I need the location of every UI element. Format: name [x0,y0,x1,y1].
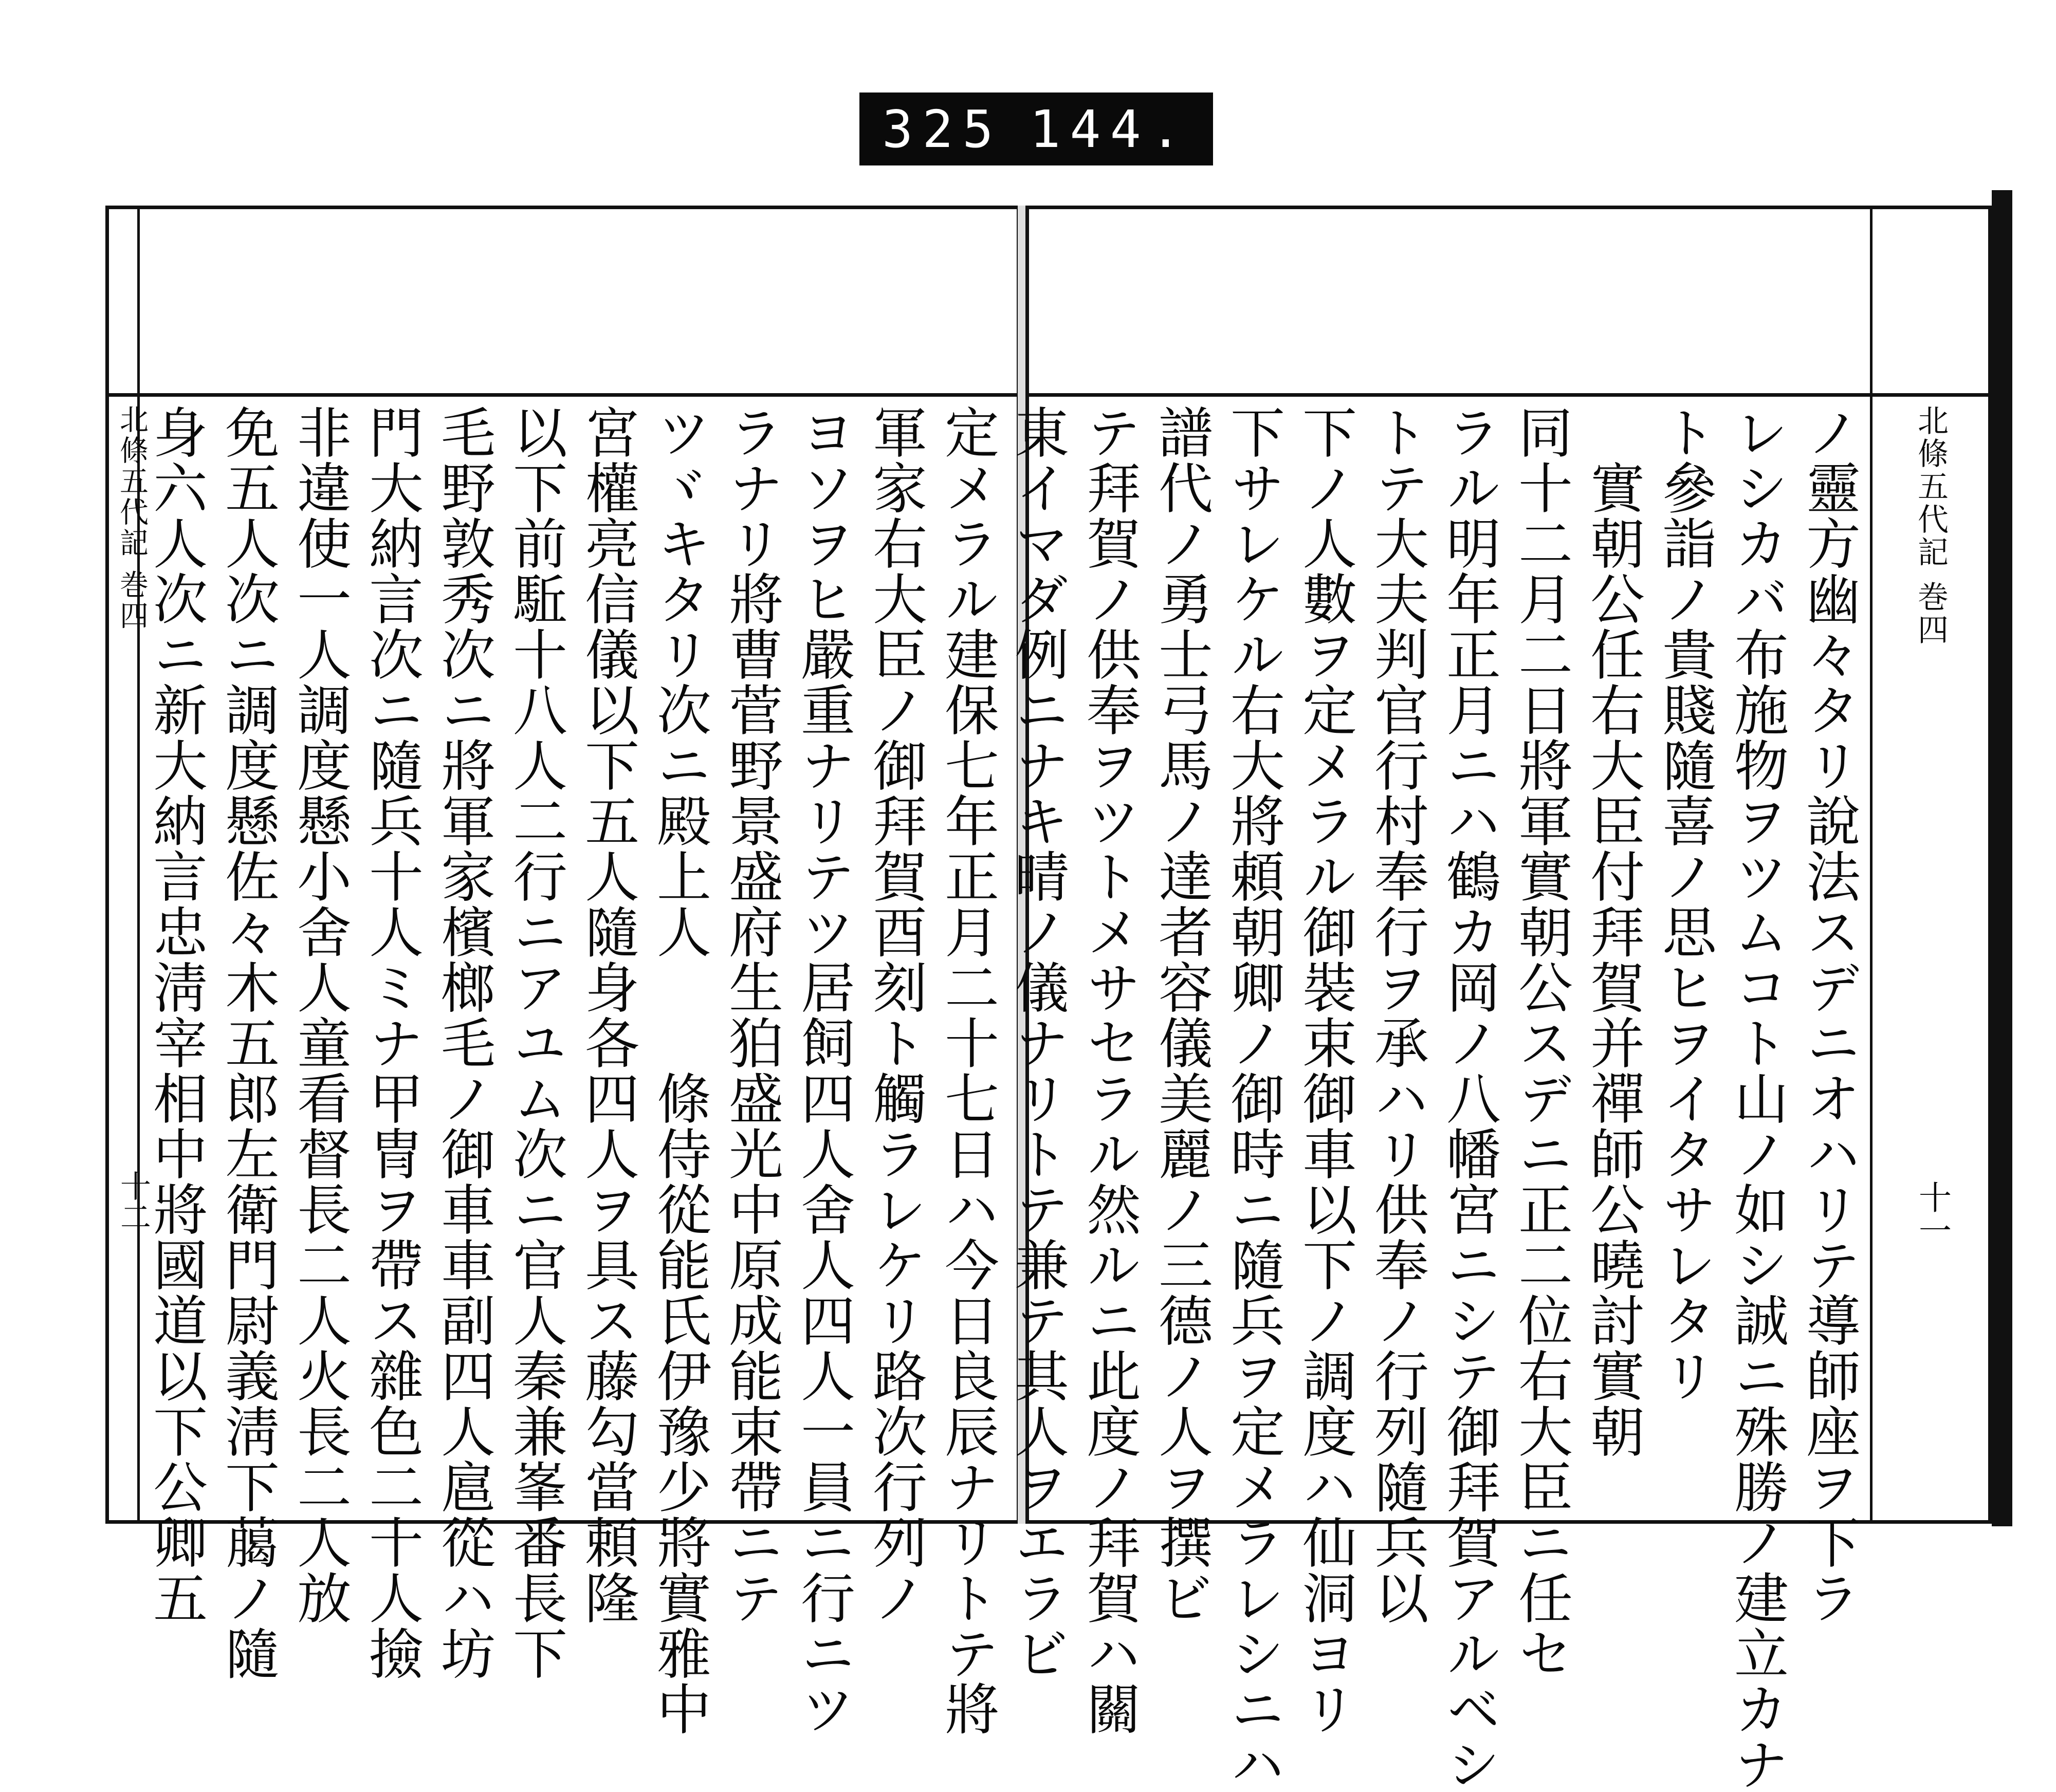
book-spread [105,206,1992,1792]
text-body [1006,404,1865,1792]
text-line: 定メラル建保七年正月二十七日ハ今日良辰ナリトテ將 [936,404,999,1736]
text-line: 毛野敦秀次ニ將軍家檳榔毛ノ御車車副四人扈從ハ坊 [432,404,495,1681]
upper-margin [1029,209,1988,397]
left-page [105,206,1020,1736]
text-line: 同十二月二日將軍實朝公スデニ正二位右大臣ニ任セ [1510,404,1573,1681]
text-line: 軍家右大臣ノ御拜賀酉刻ト觸ラレケリ路次行列ノ [864,404,927,1625]
upper-margin [109,209,1017,397]
text-line: ラナリ將曹菅野景盛府生狛盛光中原成能束帶ニテ [720,404,783,1625]
page-number: 十一 [1913,1180,1951,1246]
text-line: ツヾキタリ次ニ殿上人 條侍從能氏伊豫少將實雅中 [648,404,711,1736]
text-line: ノ靈方幽々タリ說法スデニオハリテ導師座ヲ下ラ [1797,404,1861,1625]
text-line: 譜代ノ勇士弓馬ノ達者容儀美麗ノ三德ノ人ヲ撰ビ [1150,404,1213,1625]
text-line: トテ大夫判官行村奉行ヲ承ハリ供奉ノ行列隨兵以 [1366,404,1429,1625]
frame-label [859,93,1213,165]
frame-number-left: 325 [882,99,1003,159]
text-line: 門大納言次ニ隨兵十人ミナ甲冑ヲ帶ス雜色二十人撿 [360,404,424,1681]
text-line: 以下前駈十八人二行ニアユム次ニ官人秦兼峯番長下 [504,404,567,1681]
text-line: 東イマダ例ニナキ晴ノ儀ナリトテ兼テ其人ヲエラビ [1006,404,1069,1681]
text-line: 非違使一人調度懸小舍人童看督長二人火長二人放 [288,404,352,1625]
page-number: 十二 [115,1170,151,1232]
book-spine [1992,190,2012,1526]
right-page [1006,206,1992,1792]
running-title: 北條五代記 巻四 [1913,404,1949,647]
text-line: 免五人次ニ調度懸佐々木五郎左衛門尉義淸下﨟ノ隨 [216,404,280,1681]
text-line: 下サレケル右大將頼朝卿ノ御時ニ隨兵ヲ定メラレシニハ [1222,404,1285,1792]
margin-column [1870,209,1988,1520]
text-line: テ拜賀ノ供奉ヲツトメサセラル然ルニ此度ノ拜賀ハ關 [1078,404,1141,1736]
text-line: 身六人次ニ新大納言忠淸宰相中將國道以下公卿五 [144,404,208,1625]
margin-column [109,209,151,1520]
running-title: 北條五代記 巻四 [115,404,149,632]
text-line: 下ノ人數ヲ定メラル御裝束御車以下ノ調度ハ仙洞ヨリ [1294,404,1357,1736]
text-line: ラル明年正月ニハ鶴カ岡ノ八幡宮ニシテ御拜賀アルベシ [1438,404,1501,1792]
text-line: 實朝公任右大臣付拜賀并禪師公曉討實朝 [1582,404,1645,1459]
text-line: レシカバ布施物ヲツムコト山ノ如シ誠ニ殊勝ノ建立カナ [1725,404,1789,1792]
text-line: 宮權亮信儀以下五人隨身各四人ヲ具ス藤勾當頼隆 [576,404,639,1625]
text-body [144,404,1003,1736]
frame-number-right: 144. [1030,99,1190,159]
text-line: ト參詣ノ貴賤隨喜ノ思ヒヲイタサレタリ [1654,404,1717,1403]
text-line: ヨソヲヒ嚴重ナリテツ居飼四人舍人四人一員ニ行ニツ [792,404,855,1736]
